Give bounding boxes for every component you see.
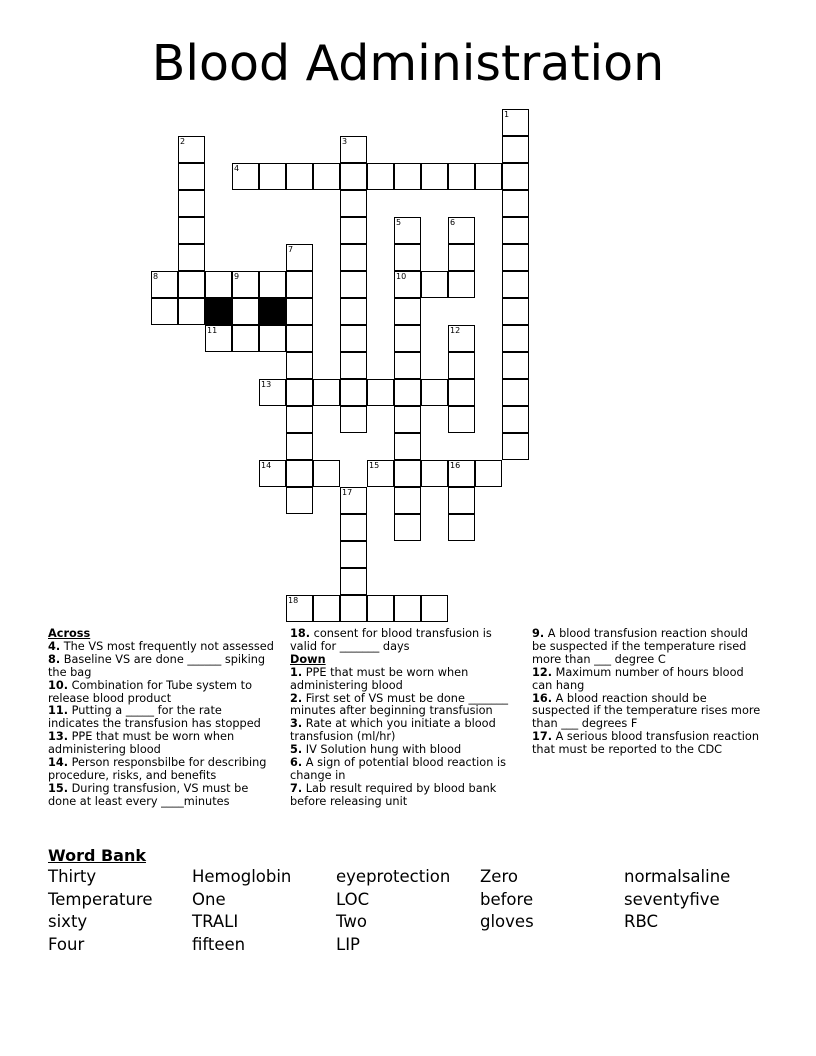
clue [48, 731, 276, 757]
clue-text: A blood reaction should be suspected if the temperature rises more than ___ degrees F [532, 691, 761, 731]
clue-label: 11. [48, 704, 69, 718]
crossword-cell[interactable] [286, 406, 313, 433]
clue [290, 757, 515, 783]
clue-number: 9 [234, 272, 240, 281]
word-bank-word: Four [48, 934, 85, 954]
clue [532, 731, 764, 757]
across-heading: Across [48, 627, 91, 640]
word-bank-word: RBC [624, 912, 659, 931]
clue-text: Maximum number of hours blood can hang [532, 665, 744, 692]
clue [48, 654, 276, 680]
crossword-cell[interactable] [394, 163, 421, 190]
crossword-cell[interactable] [340, 352, 367, 379]
crossword-cell[interactable] [448, 325, 475, 352]
word-bank-word: TRALI [192, 912, 239, 931]
clue-text: During transfusion, VS must be done at least every ____minutes [48, 781, 249, 808]
crossword-cell[interactable] [448, 460, 475, 487]
clue [48, 757, 276, 783]
crossword-cell[interactable] [394, 379, 421, 406]
clue-label: 14. [48, 756, 69, 770]
clue [532, 628, 764, 667]
clue-number: 7 [288, 245, 294, 254]
word-bank-heading: Word Bank [48, 846, 147, 865]
clue-text: IV Solution hung with blood [302, 743, 462, 757]
crossword-cell[interactable] [502, 163, 529, 190]
crossword-cell[interactable] [286, 298, 313, 325]
crossword-cell[interactable] [394, 406, 421, 433]
word-bank-word: One [192, 889, 226, 909]
clue [290, 667, 515, 693]
clue-label: 8. [48, 652, 61, 666]
word-bank-word: Temperature [48, 889, 153, 909]
clue [48, 680, 276, 706]
clue-label: 15. [48, 781, 69, 795]
crossword-cell[interactable] [340, 487, 367, 514]
word-bank-column [336, 866, 450, 956]
clue-label: 1. [290, 665, 303, 679]
crossword-cell[interactable] [286, 244, 313, 271]
crossword-cell[interactable] [502, 217, 529, 244]
crossword-cell[interactable] [421, 379, 448, 406]
crossword-cell[interactable] [232, 271, 259, 298]
down-heading: Down [290, 652, 326, 666]
crossword-cell[interactable] [232, 298, 259, 325]
crossword-cell[interactable] [502, 136, 529, 163]
crossword-cell[interactable] [421, 271, 448, 298]
clue-text: Combination for Tube system to release blood product [48, 678, 252, 705]
word-bank-word: normalsaline [624, 867, 731, 886]
crossword-cell[interactable] [178, 190, 205, 217]
crossword-cell[interactable] [313, 595, 340, 622]
crossword-cell[interactable] [286, 271, 313, 298]
word-bank-word: gloves [480, 912, 534, 931]
crossword-cell[interactable] [448, 271, 475, 298]
crossword-cell[interactable] [367, 163, 394, 190]
clue [532, 667, 764, 693]
crossword-cell[interactable] [259, 379, 286, 406]
crossword-cell[interactable] [340, 541, 367, 568]
crossword-cell[interactable] [448, 217, 475, 244]
clue-number: 1 [504, 110, 510, 119]
crossword-cell[interactable] [151, 271, 178, 298]
clue-number: 2 [180, 137, 186, 146]
clue-text: consent for blood transfusion is valid for _______ days [290, 627, 492, 653]
crossword-cell[interactable] [394, 325, 421, 352]
crossword-cell[interactable] [340, 406, 367, 433]
crossword-cell[interactable] [340, 271, 367, 298]
crossword-cell[interactable] [178, 298, 205, 325]
clue-text: PPE that must be worn when administering blood [290, 665, 469, 692]
crossword-cell[interactable] [448, 406, 475, 433]
clue-number: 11 [207, 326, 218, 335]
crossword-cell[interactable] [394, 487, 421, 514]
crossword-cell[interactable] [178, 217, 205, 244]
clue-label: 2. [290, 691, 303, 705]
crossword-cell[interactable] [205, 271, 232, 298]
word-bank-word: eyeprotection [336, 867, 451, 886]
clue-text: Lab result required by blood bank before releasing unit [290, 781, 497, 808]
clue [532, 693, 764, 732]
crossword-cell[interactable] [286, 163, 313, 190]
word-bank-column [624, 866, 730, 934]
crossword-cell[interactable] [502, 298, 529, 325]
crossword-cell[interactable] [421, 460, 448, 487]
word-bank-word: Thirty [48, 867, 97, 886]
word-bank-word: before [480, 889, 534, 909]
crossword-cell[interactable] [502, 433, 529, 460]
crossword-cell[interactable] [367, 460, 394, 487]
crossword-cell[interactable] [286, 460, 313, 487]
clue-text: Person responsbilbe for describing procedure, risks, and benefits [48, 756, 267, 782]
crossword-cell[interactable] [313, 163, 340, 190]
crossword-cell[interactable] [286, 379, 313, 406]
clue-label: 10. [48, 678, 69, 692]
clue-number: 5 [396, 218, 402, 227]
clues-column-1 [48, 628, 276, 809]
crossword-cell[interactable] [340, 595, 367, 622]
crossword-cell[interactable] [502, 244, 529, 271]
crossword-cell[interactable] [421, 595, 448, 622]
crossword-cell[interactable] [340, 379, 367, 406]
clue-number: 4 [234, 164, 240, 173]
crossword-cell[interactable] [448, 352, 475, 379]
clue [290, 718, 515, 744]
crossword-cell[interactable] [340, 217, 367, 244]
clue [290, 693, 515, 719]
word-bank-word: fifteen [192, 934, 246, 954]
crossword-cell[interactable] [178, 244, 205, 271]
word-bank-column [192, 866, 291, 956]
word-bank-word: Two [336, 912, 367, 931]
clue [48, 783, 276, 809]
crossword-cell[interactable] [178, 271, 205, 298]
clue-number: 10 [396, 272, 407, 281]
down-clue-list-continued [532, 628, 764, 757]
clue-number: 3 [342, 137, 348, 146]
clue-text: Putting a _____ for the rate indicates the transfusion has stopped [48, 704, 261, 731]
crossword-cell[interactable] [286, 433, 313, 460]
crossword-cell[interactable] [394, 217, 421, 244]
crossword-cell[interactable] [502, 406, 529, 433]
crossword-cell[interactable] [340, 163, 367, 190]
black-cell [259, 298, 286, 325]
crossword-cell[interactable] [286, 325, 313, 352]
clues-column-3 [532, 628, 764, 757]
clue-label: 3. [290, 717, 303, 731]
crossword-cell[interactable] [340, 325, 367, 352]
crossword-cell[interactable] [502, 271, 529, 298]
crossword-cell[interactable] [502, 379, 529, 406]
crossword-cell[interactable] [178, 136, 205, 163]
crossword-cell[interactable] [502, 109, 529, 136]
clue-label: 16. [532, 691, 553, 705]
crossword-cell[interactable] [448, 379, 475, 406]
crossword-cell[interactable] [394, 352, 421, 379]
word-bank-word: Hemoglobin [192, 867, 292, 886]
clue [290, 628, 515, 654]
clue-number: 13 [261, 380, 272, 389]
clue-text: First set of VS must be done _______ minutes after beginning transfusion [290, 691, 509, 718]
crossword-cell[interactable] [286, 352, 313, 379]
clue-text: Rate at which you initiate a blood transfusion (ml/hr) [290, 717, 496, 744]
crossword-cell[interactable] [448, 244, 475, 271]
black-cell [205, 298, 232, 325]
page-title: Blood Administration [151, 35, 665, 92]
crossword-cell[interactable] [340, 514, 367, 541]
crossword-cell[interactable] [394, 244, 421, 271]
crossword-cell[interactable] [394, 595, 421, 622]
clue-number: 17 [342, 488, 353, 497]
word-bank-column [480, 866, 534, 934]
crossword-cell[interactable] [205, 325, 232, 352]
crossword-cell[interactable] [394, 298, 421, 325]
clue-number: 14 [261, 461, 272, 470]
crossword-cell[interactable] [286, 487, 313, 514]
crossword-cell[interactable] [232, 325, 259, 352]
word-bank-word: LOC [336, 889, 370, 909]
clue-label: 13. [48, 730, 69, 744]
crossword-cell[interactable] [340, 298, 367, 325]
crossword-cell[interactable] [340, 244, 367, 271]
clue-text: The VS most frequently not assessed [60, 639, 274, 653]
crossword-cell[interactable] [259, 325, 286, 352]
clue-number: 6 [450, 218, 456, 227]
crossword-cell[interactable] [232, 163, 259, 190]
clue-label: 9. [532, 627, 545, 640]
crossword-cell[interactable] [502, 190, 529, 217]
clue-text: A blood transfusion reaction should be suspected if the temperature rised more than ___ degree C [532, 627, 748, 666]
clues-column-2 [290, 628, 515, 809]
across-clue-list-continued [290, 628, 515, 654]
crossword-cell[interactable] [313, 379, 340, 406]
crossword-cell[interactable] [448, 163, 475, 190]
down-clue-list [290, 667, 515, 809]
crossword-cell[interactable] [421, 163, 448, 190]
clue-number: 12 [450, 326, 461, 335]
crossword-cell[interactable] [178, 163, 205, 190]
crossword-cell[interactable] [394, 271, 421, 298]
crossword-cell[interactable] [286, 595, 313, 622]
crossword-cell[interactable] [340, 136, 367, 163]
crossword-cell[interactable] [313, 460, 340, 487]
crossword-cell[interactable] [367, 379, 394, 406]
word-bank-word: Zero [480, 867, 518, 886]
crossword-cell[interactable] [367, 595, 394, 622]
clue-number: 15 [369, 461, 380, 470]
clue-label: 5. [290, 743, 303, 757]
word-bank-column [48, 866, 153, 956]
across-clue-list [48, 641, 276, 809]
clue-label: 7. [290, 781, 303, 795]
crossword-cell[interactable] [259, 460, 286, 487]
crossword-cell[interactable] [394, 460, 421, 487]
crossword-cell[interactable] [502, 352, 529, 379]
clue-number: 8 [153, 272, 159, 281]
crossword-cell[interactable] [394, 514, 421, 541]
crossword-cell[interactable] [340, 190, 367, 217]
clue-label: 18. [290, 627, 311, 640]
clue-number: 16 [450, 461, 461, 470]
crossword-cell[interactable] [259, 163, 286, 190]
clue-number: 18 [288, 596, 299, 605]
clue [290, 783, 515, 809]
clue-label: 4. [48, 639, 61, 653]
crossword-cell[interactable] [475, 163, 502, 190]
crossword-cell[interactable] [475, 460, 502, 487]
clue-text: Baseline VS are done ______ spiking the bag [48, 652, 266, 679]
clue-text: PPE that must be worn when administering blood [48, 730, 235, 757]
clue-label: 6. [290, 756, 303, 770]
crossword-cell[interactable] [448, 514, 475, 541]
clue-label: 12. [532, 665, 553, 679]
crossword-cell[interactable] [502, 325, 529, 352]
word-bank-word: sixty [48, 912, 88, 931]
word-bank-word: seventyfive [624, 889, 720, 909]
crossword-cell[interactable] [151, 298, 178, 325]
clue-text: A sign of potential blood reaction is change in [290, 756, 506, 782]
word-bank-word: LIP [336, 934, 361, 954]
crossword-cell[interactable] [448, 487, 475, 514]
clue [48, 705, 276, 731]
crossword-cell[interactable] [259, 271, 286, 298]
clue-text: A serious blood transfusion reaction that must be reported to the CDC [532, 730, 759, 757]
crossword-cell[interactable] [394, 433, 421, 460]
crossword-cell[interactable] [340, 568, 367, 595]
clue-label: 17. [532, 730, 553, 744]
